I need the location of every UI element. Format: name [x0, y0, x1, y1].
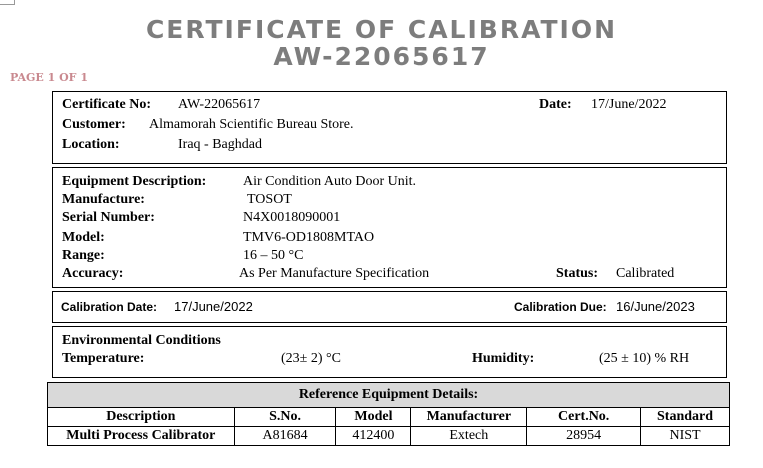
- window-corner-decoration: [0, 0, 15, 5]
- certificate-no-value: AW-22065617: [178, 97, 261, 112]
- certificate-no-label: Certificate No:: [62, 97, 152, 112]
- table-row: [48, 427, 730, 446]
- calibration-due-label: Calibration Due:: [514, 300, 607, 314]
- customer-label: Customer:: [62, 117, 126, 132]
- column-header: Standard: [641, 408, 730, 427]
- reference-table-title: Reference Equipment Details:: [48, 383, 730, 408]
- humidity-value: (25 ± 10) % RH: [599, 351, 690, 366]
- model-label: Model:: [62, 230, 105, 245]
- manufacture-value: TOSOT: [247, 192, 292, 207]
- location-value: Iraq - Baghdad: [178, 137, 262, 152]
- range-value: 16 – 50 °C: [243, 248, 304, 263]
- date-value: 17/June/2022: [591, 97, 667, 112]
- equipment-description-value: Air Condition Auto Door Unit.: [243, 174, 417, 189]
- calibration-date-label: Calibration Date:: [61, 300, 158, 314]
- column-header: Cert.No.: [527, 408, 641, 427]
- accuracy-label: Accuracy:: [62, 266, 124, 281]
- customer-value: Almamorah Scientific Bureau Store.: [149, 117, 354, 132]
- column-header: S.No.: [234, 408, 336, 427]
- column-header: Description: [48, 408, 235, 427]
- range-label: Range:: [62, 248, 105, 263]
- calibration-date-value: 17/June/2022: [174, 299, 253, 314]
- certificate-title: CERTIFICATE OF CALIBRATION: [145, 15, 618, 44]
- equipment-description-label: Equipment Description:: [62, 174, 207, 189]
- serial-number-label: Serial Number:: [62, 210, 155, 225]
- humidity-label: Humidity:: [472, 351, 535, 366]
- certificate-info-box: [52, 91, 727, 164]
- calibration-dates-box: [52, 291, 727, 323]
- table-cell: 412400: [336, 427, 411, 446]
- temperature-label: Temperature:: [62, 351, 145, 366]
- table-cell: Extech: [411, 427, 527, 446]
- model-value: TMV6-OD1808MTAO: [243, 230, 375, 245]
- column-header: Manufacturer: [411, 408, 527, 427]
- certificate-number-title: AW-22065617: [273, 42, 490, 71]
- table-header-row: [48, 408, 730, 427]
- column-header: Model: [336, 408, 411, 427]
- environmental-conditions-title: Environmental Conditions: [62, 333, 221, 348]
- table-cell: Multi Process Calibrator: [48, 427, 235, 446]
- location-label: Location:: [62, 137, 120, 152]
- table-cell: NIST: [641, 427, 730, 446]
- status-value: Calibrated: [616, 266, 675, 281]
- environmental-conditions-box: [52, 326, 727, 378]
- accuracy-value: As Per Manufacture Specification: [239, 266, 430, 281]
- table-cell: 28954: [527, 427, 641, 446]
- page-indicator: PAGE 1 OF 1: [10, 71, 88, 84]
- table-cell: A81684: [234, 427, 336, 446]
- serial-number-value: N4X0018090001: [243, 210, 341, 225]
- manufacture-label: Manufacture:: [62, 192, 145, 207]
- reference-equipment-table: [47, 382, 730, 446]
- calibration-due-value: 16/June/2023: [616, 299, 695, 314]
- status-label: Status:: [556, 266, 599, 281]
- date-label: Date:: [539, 97, 572, 112]
- equipment-info-box: [52, 167, 727, 288]
- temperature-value: (23± 2) °C: [281, 351, 341, 366]
